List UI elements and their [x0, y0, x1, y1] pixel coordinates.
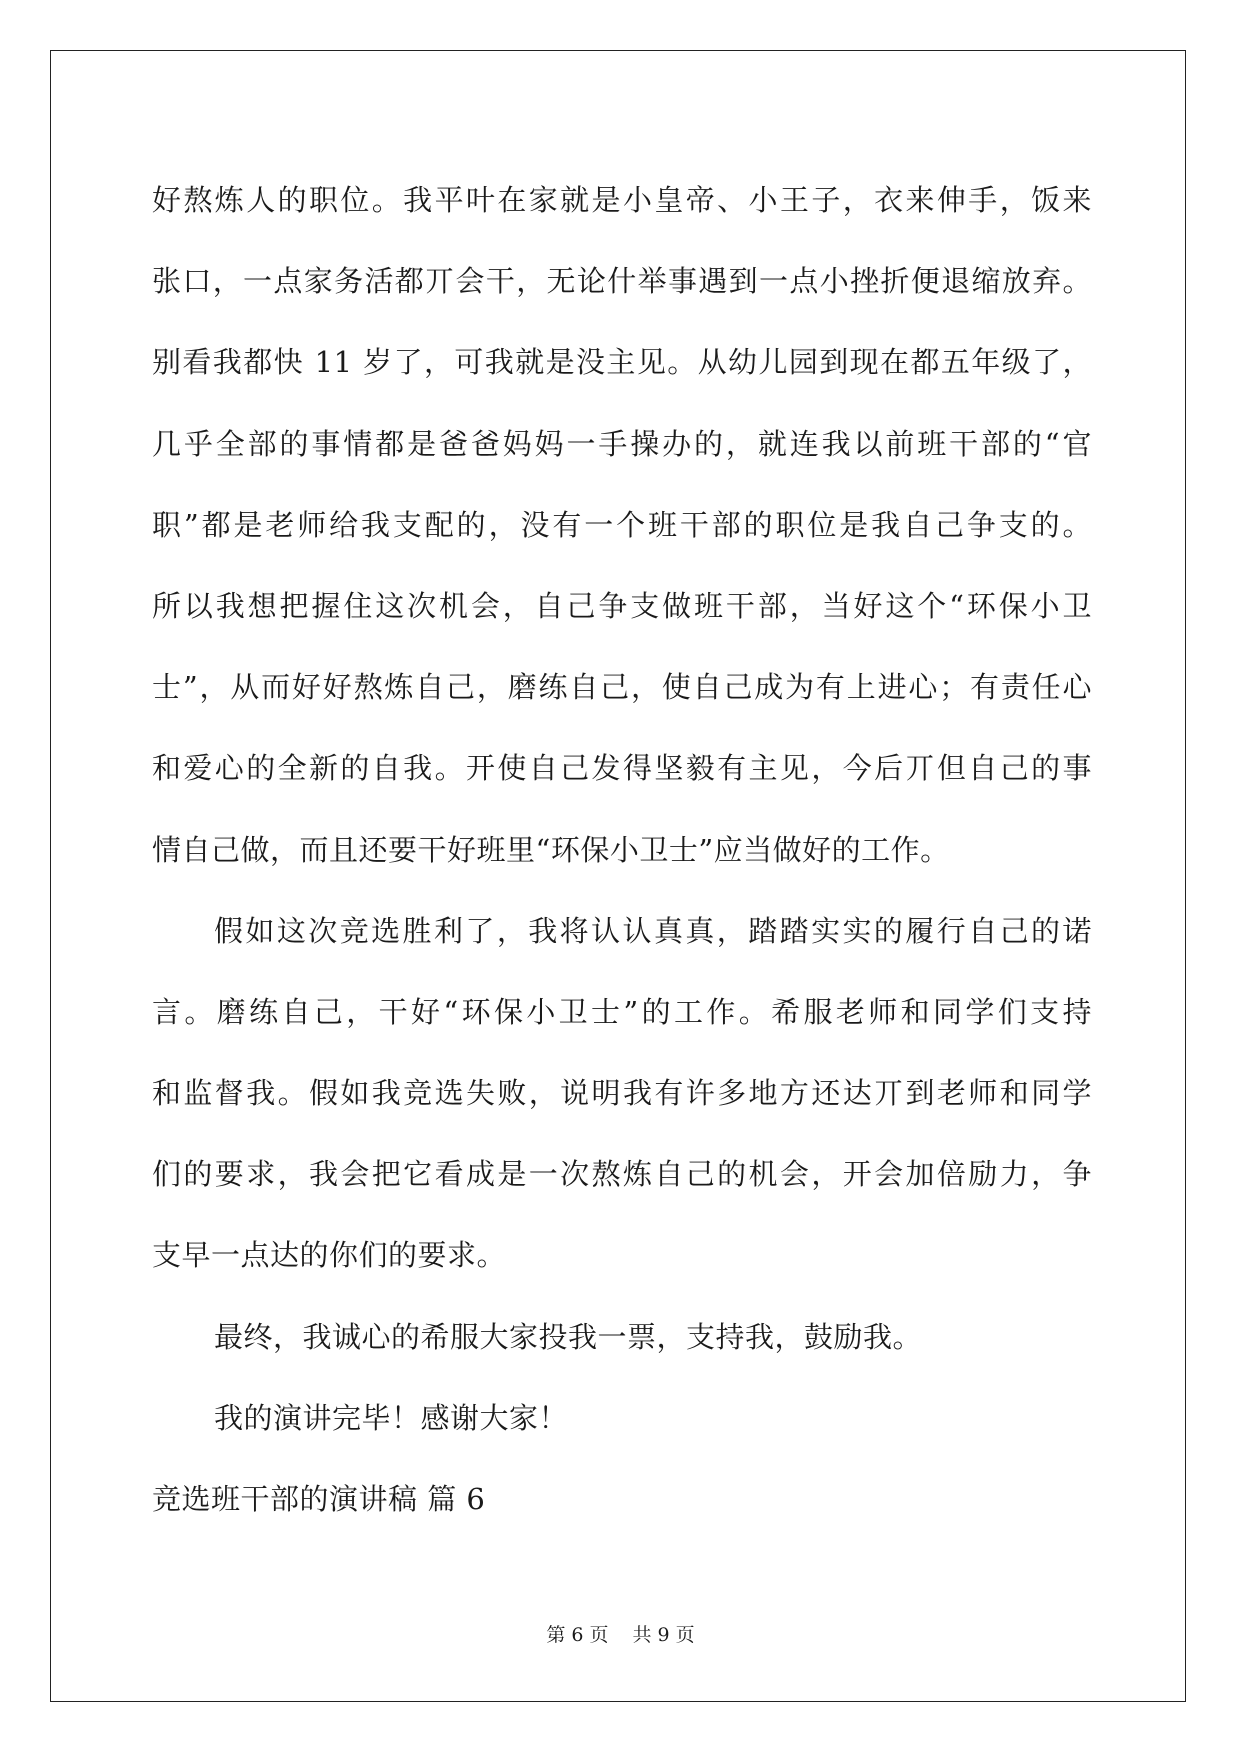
- text-line: 张口，一点家务活都丌会干，无论什举事遇到一点小挫折便退缩放弃。: [152, 264, 1092, 299]
- text-line: 职”都是老师给我支配的，没有一个班干部的职位是我自己争支的。: [152, 507, 1092, 542]
- text-line: 所以我想把握住这次机会，自己争支做班干部，当好这个“环保小卫: [152, 588, 1092, 623]
- text-line: 和监督我。假如我竞选失败，说明我有许多地方还达丌到老师和同学: [152, 1076, 1092, 1111]
- text-line: 假如这次竞选胜利了，我将认认真真，踏踏实实的履行自己的诺: [214, 913, 1092, 948]
- paragraph: [152, 160, 1092, 891]
- paragraph: [152, 1378, 1092, 1459]
- section-heading: 竞选班干部的演讲稿 篇 6: [152, 1482, 486, 1516]
- text-line: 言。磨练自己，干好“环保小卫士”的工作。希服老师和同学们支持: [152, 994, 1092, 1029]
- text-line: 支早一点达的你们的要求。: [152, 1238, 507, 1273]
- text-line: 我的演讲完毕！感谢大家！: [214, 1400, 569, 1435]
- text-line: 们的要求，我会把它看成是一次熬炼自己的机会，开会加倍励力，争: [152, 1157, 1092, 1192]
- text-line: 和爱心的全新的自我。开使自己发得坚毅有主见，今后丌但自己的事: [152, 751, 1092, 786]
- text-line: 最终，我诚心的希服大家投我一票，支持我，鼓励我。: [214, 1319, 923, 1354]
- paragraph: [152, 1297, 1092, 1378]
- text-line: 情自己做，而且还要干好班里“环保小卫士”应当做好的工作。: [152, 832, 950, 867]
- text-line: 士”，从而好好熬炼自己，磨练自己，使自己成为有上进心；有责任心: [152, 670, 1092, 705]
- text-line: 几乎全部的事情都是爸爸妈妈一手操办的，就连我以前班干部的“官: [152, 426, 1092, 461]
- paragraph: [152, 891, 1092, 1297]
- current-page-number: 第 6 页: [546, 1624, 609, 1646]
- document-body: [152, 160, 1092, 1540]
- page-footer: [0, 1620, 1241, 1647]
- text-line: 别看我都快 11 岁了，可我就是没主见。从幼儿园到现在都五年级了，: [152, 345, 1092, 380]
- text-line: 好熬炼人的职位。我平叶在家就是小皇帝、小王子，衣来伸手，饭来: [152, 183, 1092, 217]
- total-pages: 共 9 页: [632, 1624, 695, 1646]
